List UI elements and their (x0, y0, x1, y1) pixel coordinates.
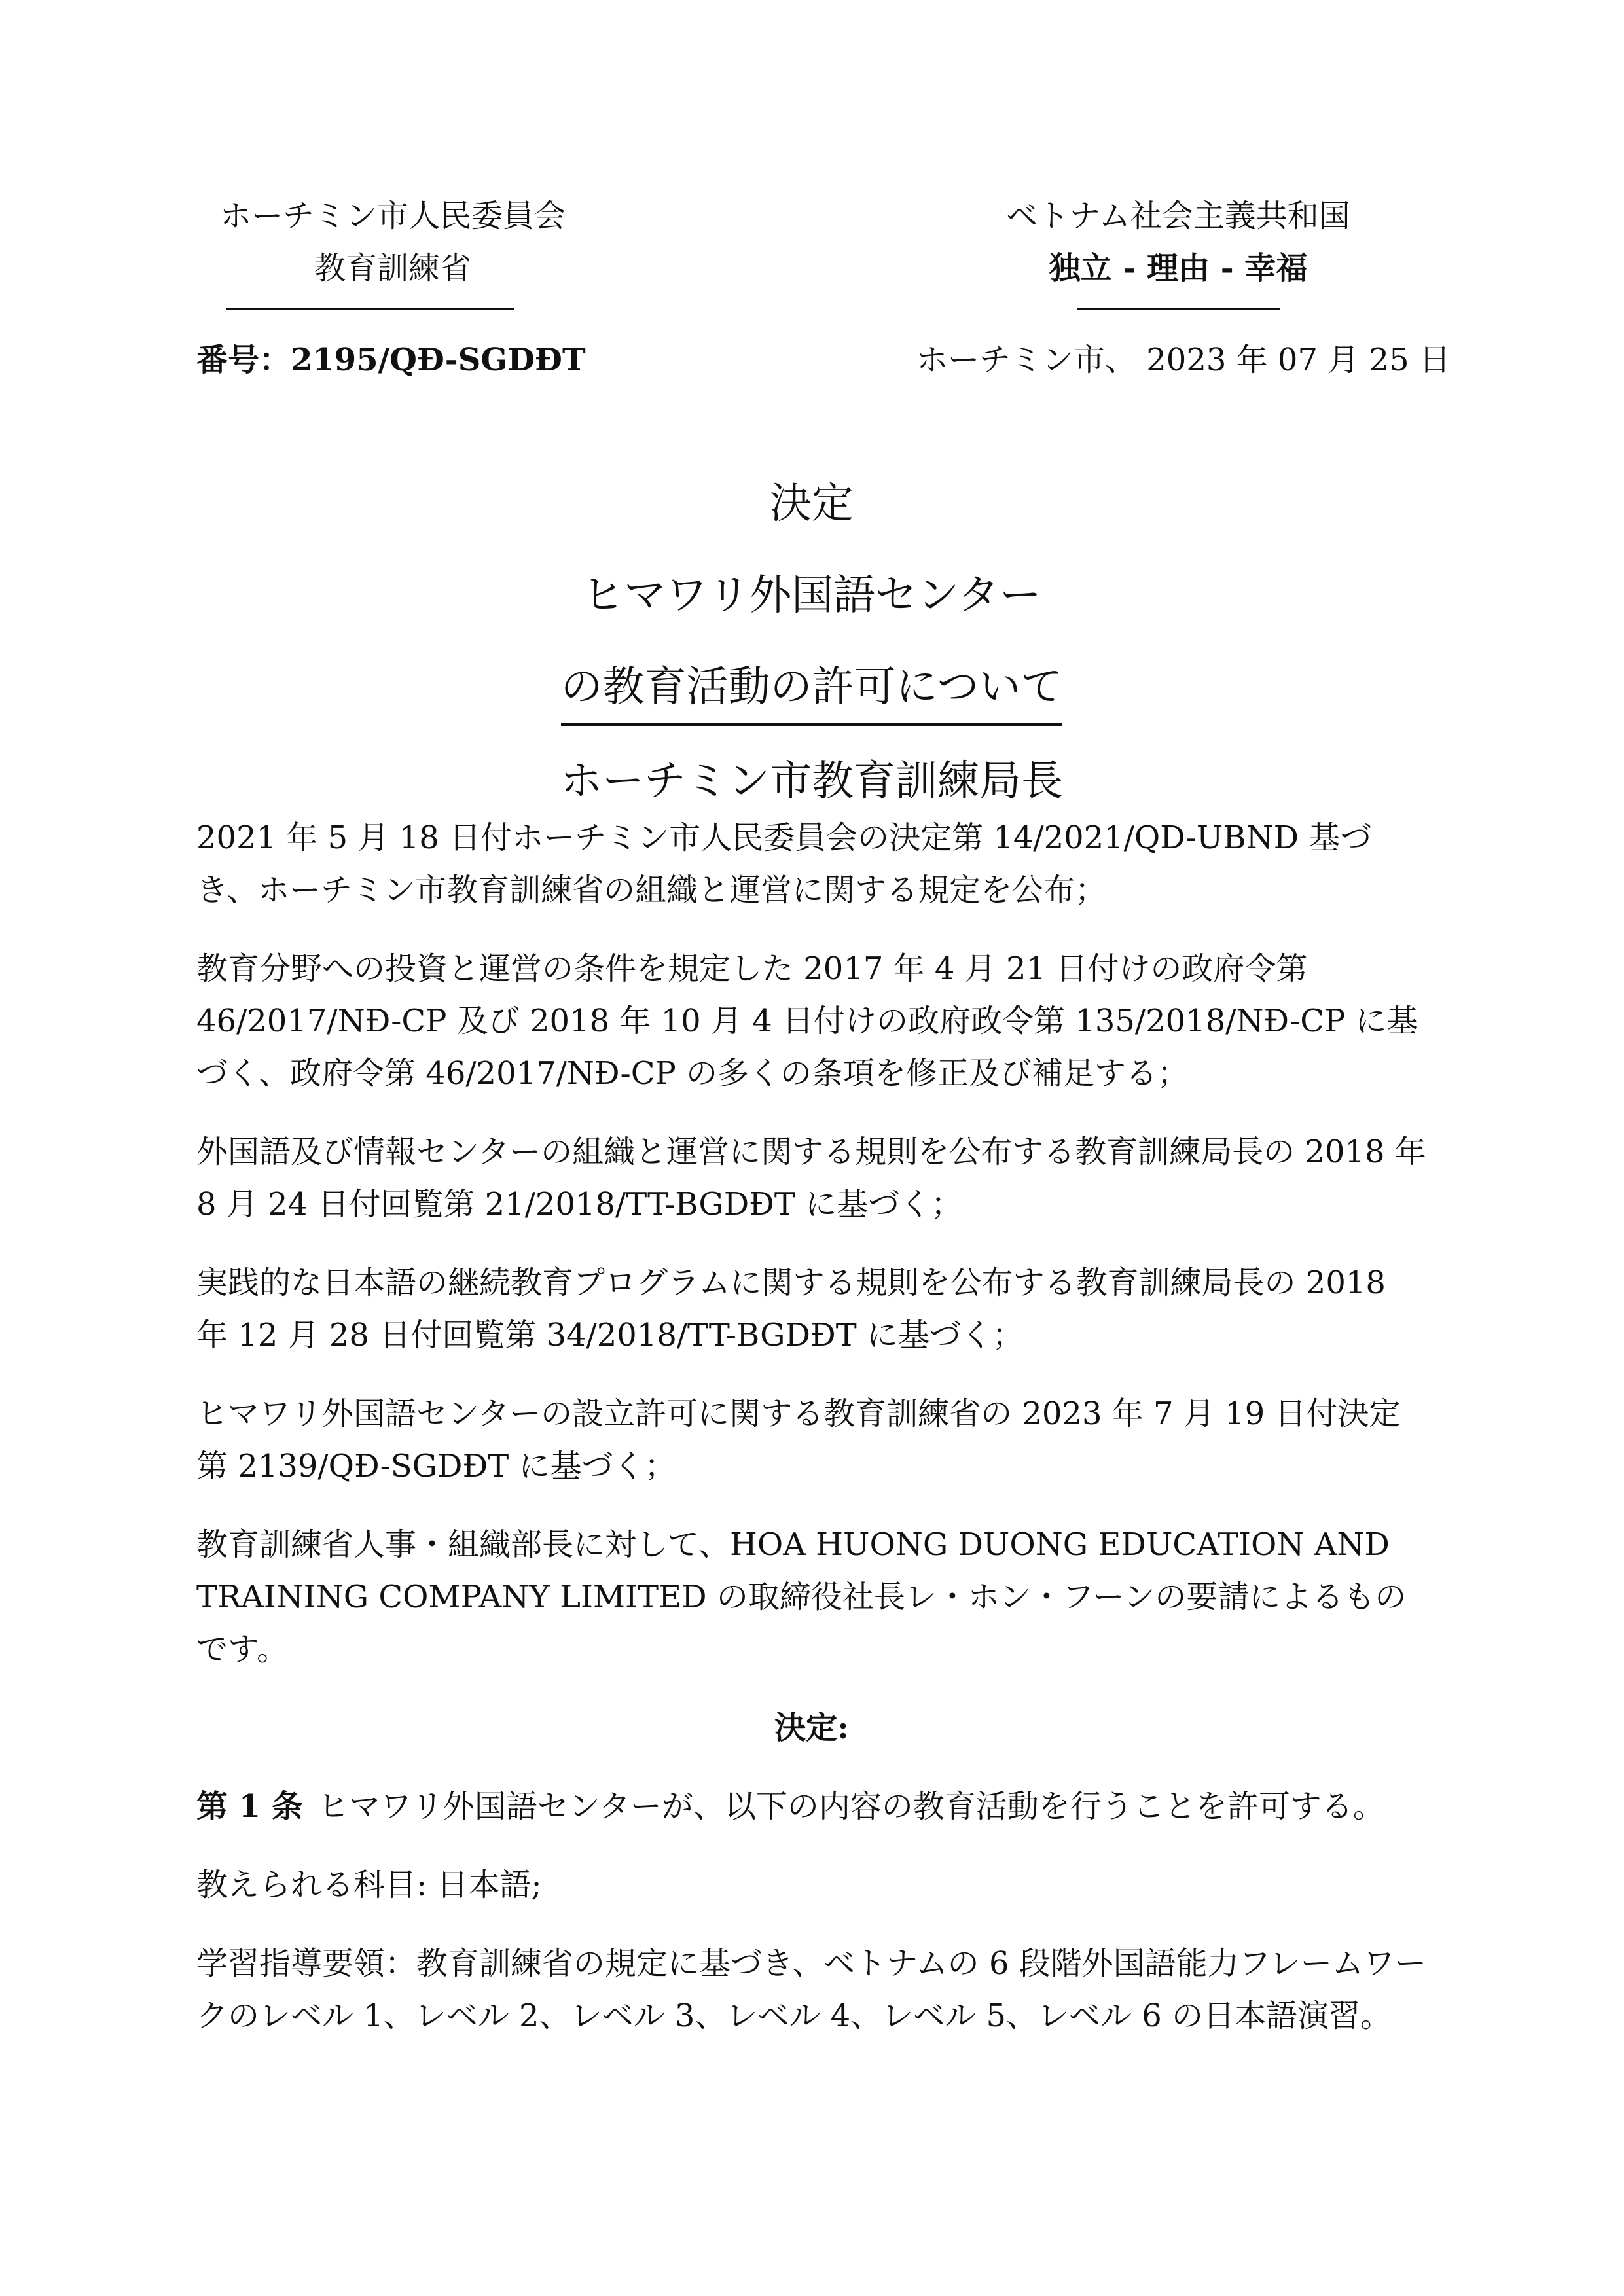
consideration-5: ヒマワリ外国語センターの設立許可に関する教育訓練省の 2023 年 7 月 19 日付決定第 2139/QĐ-SGDĐT に基づく； (196, 1395, 1401, 1484)
article-1 (196, 1780, 1427, 1833)
document-body (196, 812, 1427, 2068)
article-1-label: 第 1 条 (196, 1788, 303, 1825)
authority-underline (226, 308, 514, 310)
title-subject: の教育活動の許可について (561, 651, 1063, 726)
place-and-date: ホーチミン市、 2023 年 07 月 25 日 (916, 342, 1451, 378)
consideration-1: 2021 年 5 月 18 日付ホーチミン市人民委員会の決定第 14/2021/QD-UBND 基づき、ホーチミン市教育訓練省の組織と運営に関する規定を公布； (196, 819, 1372, 908)
department-name: 教育訓練省 (314, 250, 471, 287)
consideration-3: 外国語及び情報センターの組織と運営に関する規則を公布する教育訓練局長の 2018 年 8 月 24 日付回覧第 21/2018/TT-BGDĐT に基づく； (196, 1134, 1426, 1223)
title-center-name: ヒマワリ外国語センター (582, 571, 1041, 620)
authority-name: ホーチミン市人民委員会 (219, 198, 566, 234)
subjects-taught: 教えられる科目: 日本語; (196, 1867, 542, 1903)
title-decision: 決定 (770, 480, 854, 528)
motto-underline (1077, 308, 1280, 310)
decides-heading: 決定: (774, 1710, 849, 1746)
national-motto (943, 190, 1414, 295)
curriculum: 学習指導要領：教育訓練省の規定に基づき、ベトナムの 6 段階外国語能力フレームワークのレベル 1、レベル 2、レベル 3、レベル 4、レベル 5、レベル 6 の日本語演習。 (196, 1945, 1426, 2034)
document-title (196, 458, 1427, 827)
consideration-2: 教育分野への投資と運営の条件を規定した 2017 年 4 月 21 日付けの政府令第 46/2017/NĐ-CP 及び 2018 年 10 月 4 日付けの政府政令第 135/2018/NĐ-CP に基づく、政府令第 46/2017/NĐ-CP の多くの条項を修正及び補足する； (196, 950, 1418, 1092)
consideration-4: 実践的な日本語の継続教育プログラムに関する規則を公布する教育訓練局長の 2018 年 12 月 28 日付回覧第 34/2018/TT-BGDĐT に基づく； (196, 1265, 1386, 1354)
title-issuer: ホーチミン市教育訓練局長 (560, 757, 1063, 806)
document-number: 番号：2195/QĐ-SGDĐT (196, 342, 586, 378)
motto: 独立 - 理由 - 幸福 (1049, 250, 1308, 287)
consideration-6: 教育訓練省人事・組織部長に対して、HOA HUONG DUONG EDUCATION AND TRAINING COMPANY LIMITED の取締役社長レ・ホン・フーンの要請によるものです。 (196, 1526, 1407, 1668)
country-name: ベトナム社会主義共和国 (1006, 198, 1350, 234)
issuing-authority (183, 190, 602, 295)
article-1-text: ヒマワリ外国語センターが、以下の内容の教育活動を行うことを許可する。 (317, 1788, 1384, 1825)
